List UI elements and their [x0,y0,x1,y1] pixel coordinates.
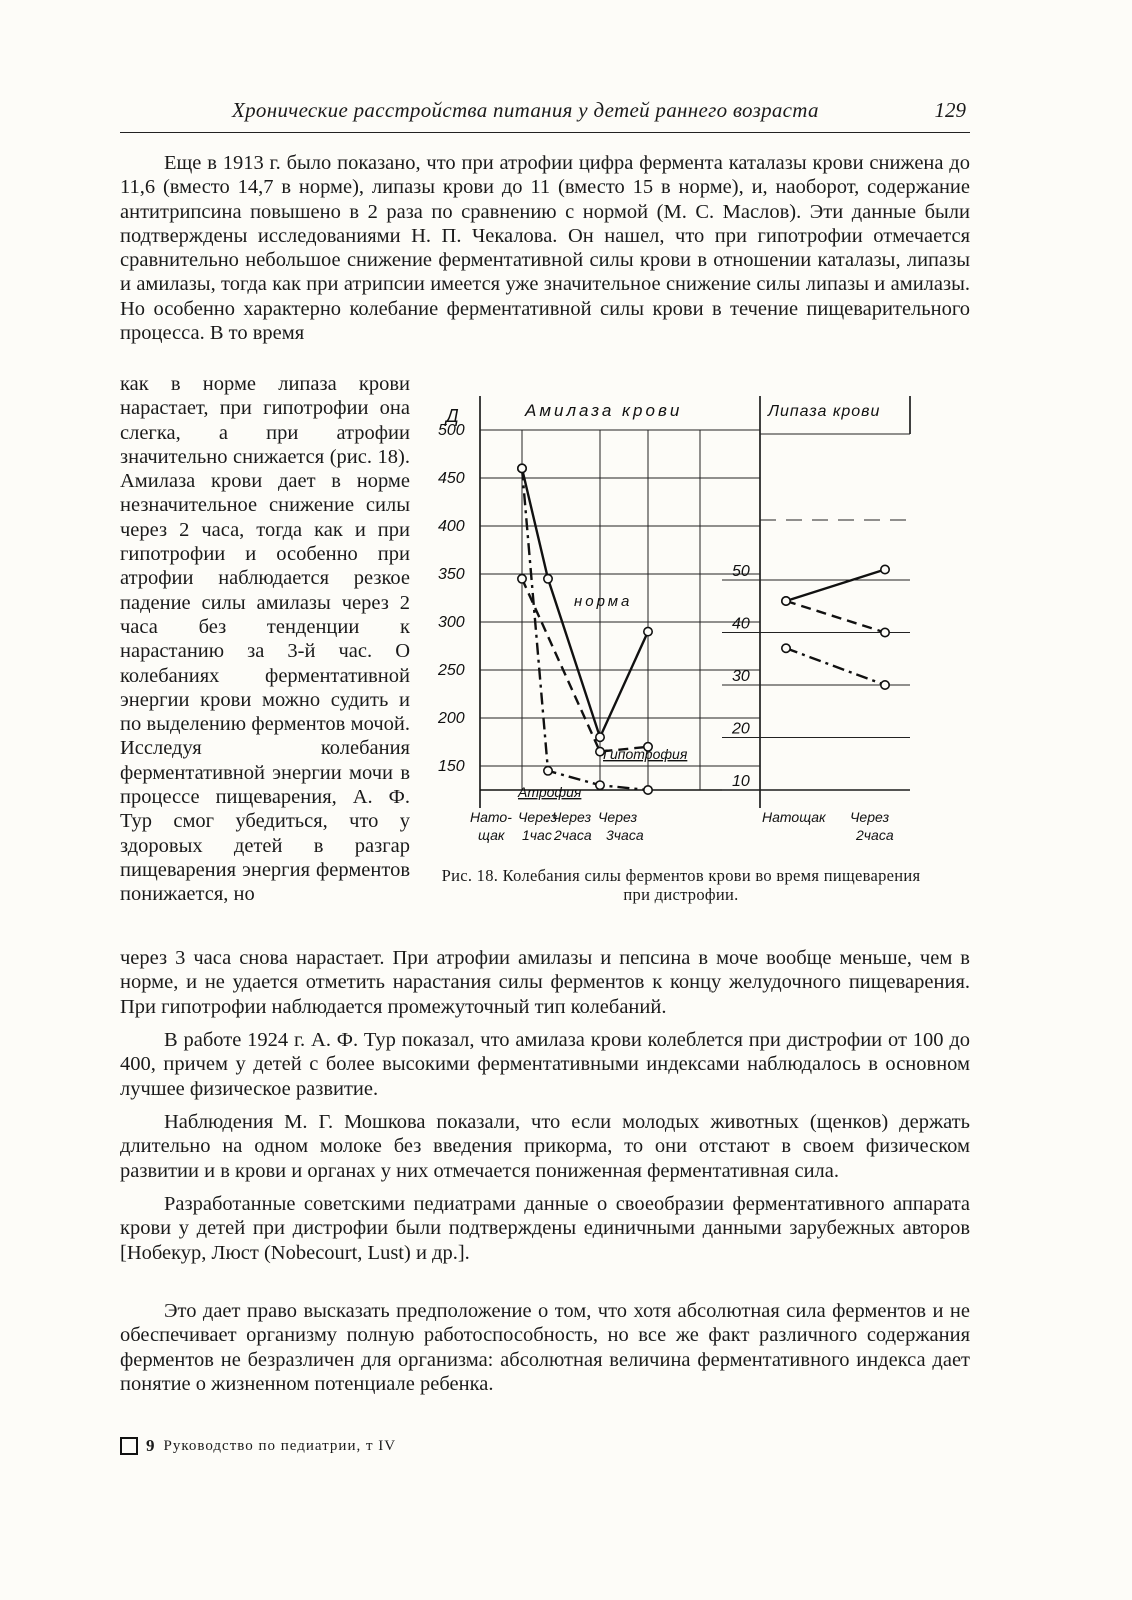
paragraph-6: Разработанные советскими педиатрами данные о своеобразии ферментативного аппарата крови у детей при дистрофии были подтверждены единичными данными зарубежных авторов [Нобекур, Люст (Nobecourt, Lust) и др.]. [120,1193,970,1264]
lipase-data-point [881,681,889,689]
amylase-y-tick-label: 150 [438,758,465,775]
enzyme-chart [430,390,930,860]
figure-18 [430,390,930,920]
running-head: Хронические расстройства питания у детей раннего возраста [232,98,819,122]
lipase-series-line-1 [786,601,885,633]
page-number: 129 [934,98,966,122]
amylase-y-tick-label: 300 [438,614,465,631]
lipase-series-line-0 [786,570,885,602]
amylase-data-point [544,575,552,583]
lipase-y-tick-label: 10 [732,773,750,790]
lipase-y-tick-label: 40 [732,615,750,633]
lipase-x-tick-label: Натощак [762,809,826,825]
amylase-y-tick-label: 400 [438,518,465,535]
amylase-data-point [596,781,604,789]
lipase-x-tick-label: 2часа [856,827,894,843]
amylase-y-tick-label: 250 [438,662,465,679]
amylase-data-point [596,733,604,741]
square-icon [120,1437,138,1455]
amylase-data-point [644,627,652,635]
footer-text: Руководство по педиатрии, т IV [163,1437,397,1454]
amylase-x-tick-label: щак [478,827,505,843]
amylase-data-point [644,786,652,794]
series-label-atrophy: Атрофия [518,784,582,800]
lipase-x-tick-label: Через [850,809,890,825]
amylase-data-point [544,767,552,775]
amylase-y-tick-label: 450 [438,470,465,487]
series-label-hypotrophy: Гипотрофия [603,746,688,762]
page-header [120,96,970,133]
amylase-x-tick-label: Через [518,809,558,825]
paragraph-1: Еще в 1913 г. было показано, что при атрофии цифра фермента каталазы крови снижена до 11,6 (вместо 14,7 в норме), липазы крови до 11 (вместо 15 в норме), и, наоборот, содержание антитрипсина повышено в 2 раза по сравнению с нормой (М. С. Маслов). Эти данные были подтверждены исследованиями Н. П. Чекалова. Он нашел, что при гипотрофии отмечается сравнительно небольшое снижение ферментативной силы крови в отношении каталазы, липазы и амилазы, тогда как при атрипсии имеется уже значительное снижение силы липазы и амилазы. Но особенно характерно колебание ферментативной силы крови в течение пищеварительного процесса. В то время [120,152,970,345]
lipase-data-point [782,644,790,652]
amylase-panel-title: Амилаза крови [525,401,683,420]
lipase-data-point [881,628,889,636]
paragraph-3: через 3 часа снова нарастает. При атрофии амилазы и пепсина в моче вообще меньше, чем в норме, и не удается отметить нарастания силы ферментов к концу желудочного пищеварения. При гипотрофии наблюдается промежуточный тип колебаний. [120,947,970,1018]
paragraph-5: Наблюдения М. Г. Мошкова показали, что если молодых животных (щенков) держать длительно на одном молоке без введения прикорма, то они отстают в своем физическом развитии и в крови и органах у них отмечается пониженная ферментативная сила. [120,1111,970,1182]
lipase-data-point [782,597,790,605]
amylase-x-tick-label: 2часа [554,827,592,843]
amylase-x-tick-label: Через [552,809,592,825]
amylase-y-axis-label: Д [446,406,459,426]
amylase-data-point [518,575,526,583]
lipase-series-line-2 [786,648,885,685]
amylase-series-line-2 [522,468,648,790]
lipase-y-tick-label: 50 [732,563,750,580]
amylase-x-tick-label: Через [598,809,638,825]
amylase-x-tick-label: 3часа [606,827,644,843]
lipase-y-tick-label: 30 [732,668,750,685]
page-footer [120,1436,396,1456]
amylase-data-point [518,464,526,472]
paragraph-2-wrap: как в норме липаза крови нарастает, при гипотрофии она слегка, а при атрофии значительно снижается (рис. 18). Амилаза крови дает в норме незначительное снижение силы через 2 часа, тогда как и при гипотрофии и особенно при атрофии наблюдается резкое падение силы амилазы через 2 часа без тенденции к нарастанию за 3-й час. О колебаниях ферментативной энергии крови можно судить и по выделению ферментов мочой. Исследуя колебания ферментативной энергии мочи в процессе пищеварения, А. Ф. Тур смог убедиться, что у здоровых детей в разгар пищеварения энергия ферментов понижается, но [120,373,410,906]
lipase-y-tick-label: 20 [732,720,750,738]
lipase-data-point [881,565,889,573]
paragraph-7: Это дает право высказать предположение о том, что хотя абсолютная сила ферментов и не обеспечивает организму полную работоспособность, но все же факт различного содержания ферментов не безразличен для организма: абсолютная величина ферментативного индекса дает понятие о жизненном потенциале ребенка. [120,1300,970,1395]
figure-caption: Рис. 18. Колебания силы ферментов крови во время пищеварения при дистрофии. [441,866,921,904]
amylase-y-tick-label: 500 [438,422,465,439]
amylase-x-tick-label: Нато- [470,809,512,825]
paragraph-4: В работе 1924 г. А. Ф. Тур показал, что амилаза крови колеблется при дистрофии от 100 до 400, причем у детей с более высокими ферментативными индексами наблюдалось в основном лучшее физическое развитие. [120,1029,970,1100]
lipase-panel-title: Липаза крови [768,403,881,420]
signature-number: 9 [146,1436,156,1455]
amylase-y-tick-label: 350 [438,566,465,583]
series-label-norma: норма [574,593,633,610]
amylase-y-tick-label: 200 [438,710,465,727]
amylase-x-tick-label: 1час [522,827,552,843]
